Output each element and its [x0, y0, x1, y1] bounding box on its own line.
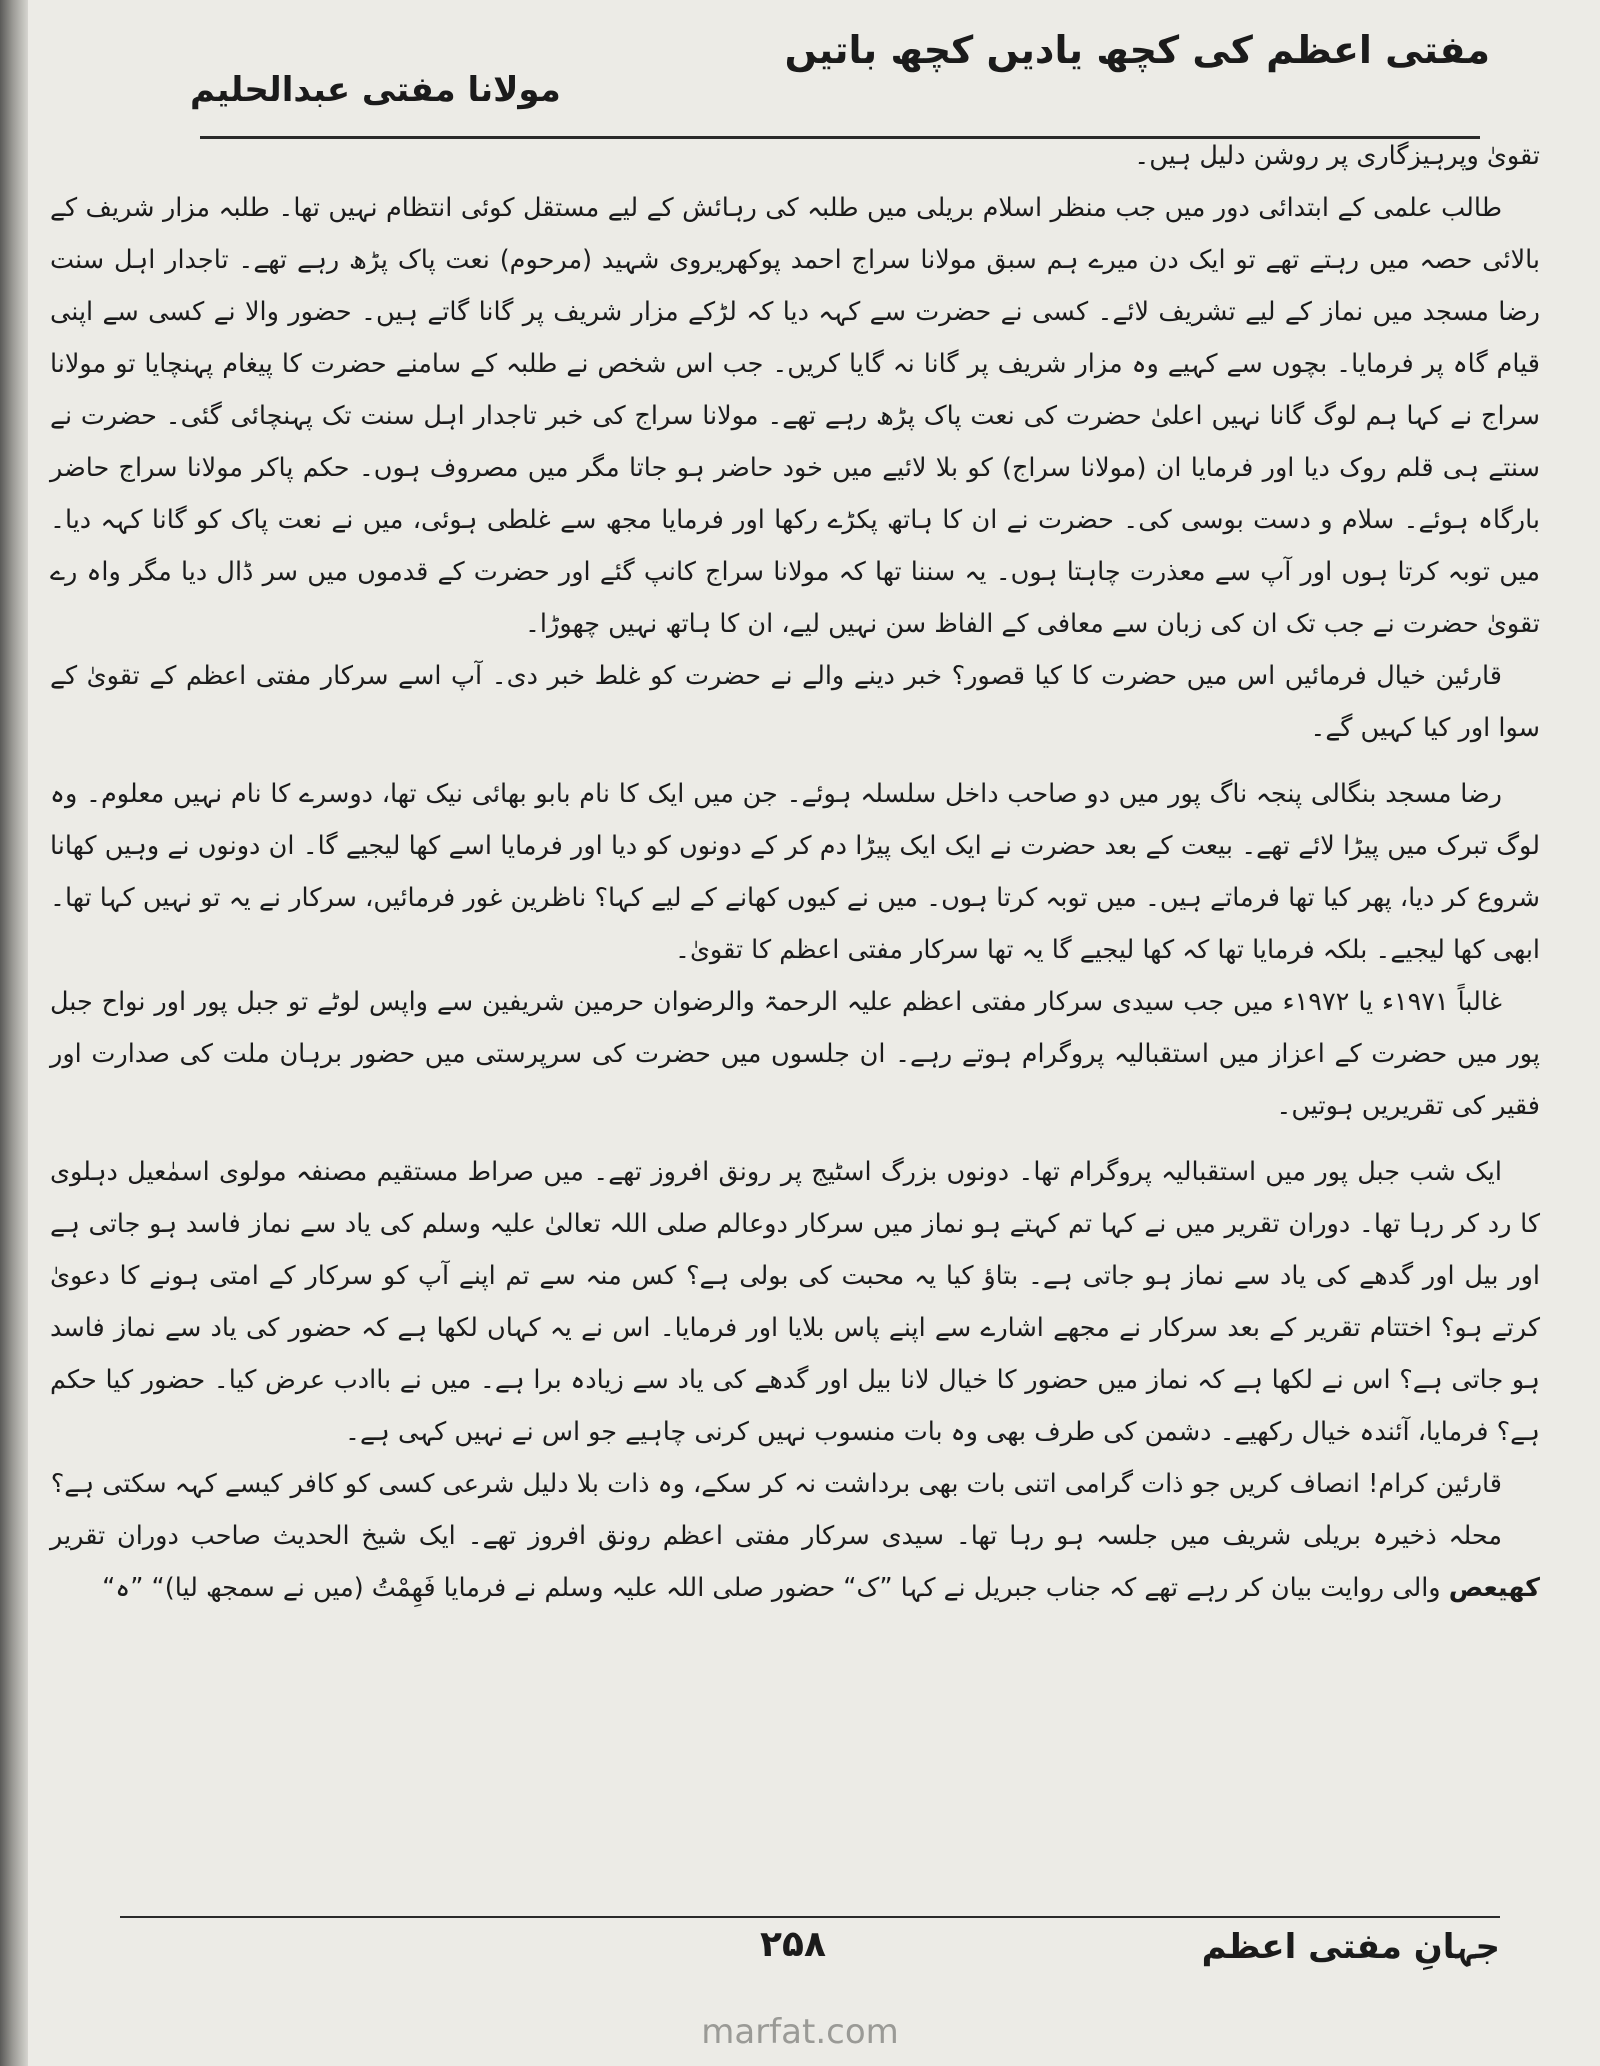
paragraph-6: ایک شب جبل پور میں استقبالیہ پروگرام تھا۔ دونوں بزرگ اسٹیج پر رونق افروز تھے۔ میں صراط مستقیم مصنفہ مولوی اسمٰعیل دہلوی کا رد کر رہا تھا۔ دوران تقریر میں نے کہا تم کہتے ہو نماز میں سرکار دوعالم صلی اللہ تعالیٰ علیہ وسلم کی یاد سے نماز فاسد ہو جاتی ہے اور بیل اور گدھے کی یاد سے نماز ہو جاتی ہے۔ بتاؤ کیا یہ محبت کی بولی ہے؟ کس منہ سے تم اپنے آپ کو سرکار کے امتی ہونے کا دعویٰ کرتے ہو؟ اختتام تقریر کے بعد سرکار نے مجھے اشارے سے اپنے پاس بلایا اور فرمایا۔ اس نے یہ کہاں لکھا ہے کہ حضور کی یاد سے نماز فاسد ہو جاتی ہے؟ اس نے لکھا ہے کہ نماز میں حضور کا خیال لانا بیل اور گدھے کی یاد سے زیادہ برا ہے۔ میں نے باادب عرض کیا۔ حضور کیا حکم ہے؟ فرمایا، آئندہ خیال رکھیے۔ دشمن کی طرف بھی وہ بات منسوب نہیں کرنی چاہیے جو اس نے نہیں کہی ہے۔ [50, 1157, 1540, 1447]
paragraph-8-lead: محلہ ذخیرہ بریلی شریف میں جلسہ ہو رہا تھا۔ سیدی سرکار مفتی اعظم رونق افروز تھے۔ ایک شیخ الحدیث صاحب دوران تقریر [50, 1521, 1502, 1551]
watermark: marfat.com [701, 2012, 899, 2052]
paragraph-3: قارئین خیال فرمائیں اس میں حضرت کا کیا قصور؟ خبر دینے والے نے حضرت کو غلط خبر دی۔ آپ اسے سرکار مفتی اعظم کے تقویٰ کے سوا اور کیا کہیں گے۔ [50, 661, 1540, 743]
paragraph-gap [50, 1132, 1540, 1146]
footer-rule [120, 1916, 1500, 1918]
paragraph-8-rest: والی روایت بیان کر رہے تھے کہ جناب جبریل نے کہا ”ک“ حضور صلی اللہ علیہ وسلم نے فرمایا فَهِمْتُ (میں نے سمجھ لیا)“ ”ہ“ [102, 1573, 1441, 1603]
paragraph-2: طالب علمی کے ابتدائی دور میں جب منظر اسلام بریلی میں طلبہ کی رہائش کے لیے مستقل کوئی انتظام نہیں تھا۔ طلبہ مزار شریف کے بالائی حصہ میں رہتے تھے تو ایک دن میرے ہم سبق مولانا سراج احمد پوکھریروی شہید (مرحوم) نعت پاک پڑھ رہے تھے۔ تاجدار اہل سنت رضا مسجد میں نماز کے لیے تشریف لائے۔ کسی نے حضرت سے کہہ دیا کہ لڑکے مزار شریف پر گانا گاتے ہیں۔ حضور والا نے کسی سے اپنی قیام گاہ پر فرمایا۔ بچوں سے کہیے وہ مزار شریف پر گانا نہ گایا کریں۔ جب اس شخص نے طلبہ کے سامنے حضرت کا پیغام پہنچایا تو مولانا سراج نے کہا ہم لوگ گانا نہیں اعلیٰ حضرت کی نعت پاک پڑھ رہے تھے۔ مولانا سراج کی خبر تاجدار اہل سنت تک پہنچائی گئی۔ حضرت نے سنتے ہی قلم روک دیا اور فرمایا ان (مولانا سراج) کو بلا لائیے میں خود حاضر ہو جاتا مگر میں مصروف ہوں۔ حکم پاکر مولانا سراج حاضر بارگاہ ہوئے۔ سلام و دست بوسی کی۔ حضرت نے ان کا ہاتھ پکڑے رکھا اور فرمایا مجھ سے غلطی ہوئی، میں نے نعت پاک کو گانا کہہ دیا۔ میں توبہ کرتا ہوں اور آپ سے معذرت چاہتا ہوں۔ یہ سننا تھا کہ مولانا سراج کانپ گئے اور حضرت کے قدموں میں سر ڈال دیا مگر واہ رے تقویٰ حضرت نے جب تک ان کی زبان سے معافی کے الفاظ سن نہیں لیے، ان کا ہاتھ نہیں چھوڑا۔ [50, 193, 1540, 639]
running-title: مفتی اعظم کی کچھ یادیں کچھ باتیں [784, 28, 1490, 72]
quranic-letters: کھیعص [1448, 1573, 1540, 1603]
paragraph-7: قارئین کرام! انصاف کریں جو ذات گرامی اتنی بات بھی برداشت نہ کر سکے، وہ ذات بلا دلیل شرعی کسی کو کافر کیسے کہہ سکتی ہے؟ [50, 1469, 1502, 1499]
author-name: مولانا مفتی عبدالحلیم [190, 70, 561, 110]
article-body [50, 130, 1540, 1936]
paragraph-gap [50, 754, 1540, 768]
page-footer [40, 1916, 1560, 1996]
paragraph-1: تقویٰ وپرہیزگاری پر روشن دلیل ہیں۔ [1134, 141, 1540, 171]
paragraph-4: رضا مسجد بنگالی پنجہ ناگ پور میں دو صاحب داخل سلسلہ ہوئے۔ جن میں ایک کا نام بابو بھائی نیک تھا، دوسرے کا نام نہیں معلوم۔ وہ لوگ تبرک میں پیڑا لائے تھے۔ بیعت کے بعد حضرت نے ایک ایک پیڑا دم کر کے دونوں کو دیا اور فرمایا اسے کھا لیجیے گا۔ ان دونوں نے وہیں کھانا شروع کر دیا، پھر کیا تھا فرماتے ہیں۔ میں توبہ کرتا ہوں۔ میں نے کیوں کھانے کے لیے کہا؟ ناظرین غور فرمائیں، سرکار نے یہ تو نہیں کہا تھا۔ ابھی کھا لیجیے۔ بلکہ فرمایا تھا کہ کھا لیجیے گا یہ تھا سرکار مفتی اعظم کا تقویٰ۔ [50, 779, 1541, 965]
book-spine-shadow [0, 0, 28, 2066]
page-number: ۲۵۸ [760, 1924, 826, 1965]
book-title: جہانِ مفتی اعظم [1201, 1927, 1500, 1967]
paragraph-5: غالباً ۱۹۷۱ء یا ۱۹۷۲ء میں جب سیدی سرکار مفتی اعظم علیہ الرحمۃ والرضوان حرمین شریفین سے واپس لوٹے تو جبل پور اور نواح جبل پور میں حضرت کے اعزاز میں استقبالیہ پروگرام ہوتے رہے۔ ان جلسوں میں حضرت کی سرپرستی میں حضور برہان ملت کی صدارت اور فقیر کی تقریریں ہوتیں۔ [50, 987, 1540, 1121]
paragraph-8 [50, 1510, 1540, 1614]
